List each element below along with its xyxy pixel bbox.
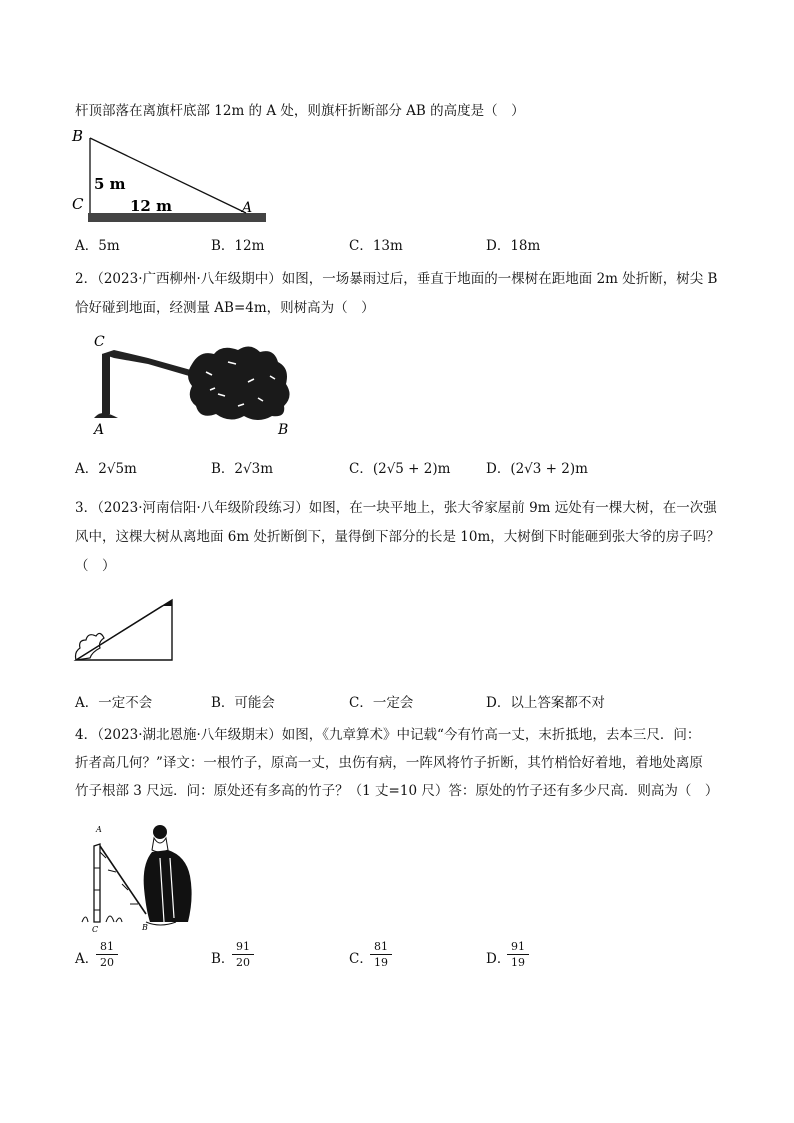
q2-option-d [486,460,588,478]
label-A: A [96,825,102,834]
label-B: B [142,923,148,932]
bamboo-leaves [100,852,138,904]
question-2-line-2: 恰好碰到地面，经测量 AB=4m，则树高为（ ） [75,300,375,316]
question-3-line-1: 3．（2023·河南信阳·八年级阶段练习）如图，在一块平地上，张大爷家屋前 9m 远处有一棵大树，在一次强 [75,500,717,516]
q4-option-b-prefix: B． [211,951,235,967]
q4-option-a-prefix: A． [75,951,99,967]
scholar-face [152,838,168,852]
figure-bamboo-scholar [76,818,206,933]
figure-fallen-tree [70,596,180,666]
broken-branch [102,350,198,378]
ground-plants [82,916,122,922]
fraction-bar [96,954,118,955]
q3-option-d: D．以上答案都不对 [486,695,605,711]
tree-crown [76,633,105,660]
fraction-denominator: 19 [374,956,388,969]
label-C: C [94,334,105,350]
q4-option-b-fraction [230,940,256,969]
q2-option-a [75,460,137,478]
question-3-line-3: （ ） [75,558,116,574]
bamboo-nodes [94,868,100,910]
label-A: A [242,200,253,216]
q2-option-c-math: (2√5 + 2)m [372,461,451,477]
scholar-robe [144,850,192,922]
question-4-line-3: 竹子根部 3 尺远．问：原处还有多高的竹子？（1 丈=10 尺）答：原处的竹子还有多少尺高．则高为（ ） [75,783,719,799]
label-C: C [72,195,84,213]
q3-option-c: C．一定会 [349,695,414,711]
q3-option-a: A．一定不会 [75,695,153,711]
tree-canopy [188,346,290,420]
figure-flagpole [68,124,273,228]
robe-hem [146,922,176,925]
label-B: B [278,422,289,438]
question-1-text: 杆顶部落在离旗杆底部 12m 的 A 处，则旗杆折断部分 AB 的高度是（ ） [75,103,525,119]
tree-base [94,413,118,418]
label-C: C [92,925,99,933]
label-B: B [72,127,84,145]
fraction-bar [507,954,529,955]
q4-option-d-fraction [505,940,531,969]
fraction-numerator: 81 [100,940,114,953]
q1-option-d: D．18m [486,238,541,254]
inner-line [76,606,162,660]
q2-option-c-prefix: C． [349,461,373,477]
question-4-line-1: 4．（2023·湖北恩施·八年级期末）如图，《九章算术》中记载“今有竹高一丈，末折抵地，去本三尺．问： [75,727,701,743]
q2-option-d-math: (2√3 + 2)m [510,461,588,477]
question-2-line-1: 2．（2023·广西柳州·八年级期中）如图，一场暴雨过后，垂直于地面的一棵树在距地面 2m 处折断，树尖 B [75,271,718,287]
question-4-line-2: 折者高几何？”译文：一根竹子，原高一丈，虫伤有病，一阵风将竹子折断，其竹梢恰好着地，着地处离原 [75,755,703,771]
scholar-hat [153,825,167,839]
label-5m: 5 m [94,175,126,193]
label-12m: 12 m [130,197,172,215]
fraction-denominator: 19 [511,956,525,969]
fraction-numerator: 81 [374,940,388,953]
q2-option-a-prefix: A． [75,461,99,477]
fraction-numerator: 91 [236,940,250,953]
q4-option-d-prefix: D． [486,951,511,967]
fraction-denominator: 20 [100,956,114,969]
q2-option-b-math: 2√3m [234,461,274,477]
fraction-numerator: 91 [511,940,525,953]
q1-option-b: B．12m [211,238,265,254]
q1-option-a: A．5m [75,238,120,254]
q2-option-d-prefix: D． [486,461,511,477]
q2-option-a-math: 2√5m [98,461,137,477]
tree-trunk [102,352,110,414]
fraction-bar [370,954,392,955]
q1-option-c: C．13m [349,238,403,254]
q2-option-b-prefix: B． [211,461,235,477]
q4-option-c-prefix: C． [349,951,373,967]
q2-option-b [211,460,273,478]
fraction-denominator: 20 [236,956,250,969]
ground-bar [88,213,266,222]
q4-option-c-fraction [368,940,394,969]
figure-broken-tree [88,332,303,440]
question-3-line-2: 风中，这棵大树从离地面 6m 处折断倒下，量得倒下部分的长是 10m，大树倒下时能砸到张大爷的房子吗？ [75,529,720,545]
fraction-bar [232,954,254,955]
q3-option-b: B．可能会 [211,695,275,711]
label-A: A [94,422,105,438]
q2-option-c [349,460,450,478]
broken-bamboo [100,846,146,914]
q4-option-a-fraction [94,940,120,969]
